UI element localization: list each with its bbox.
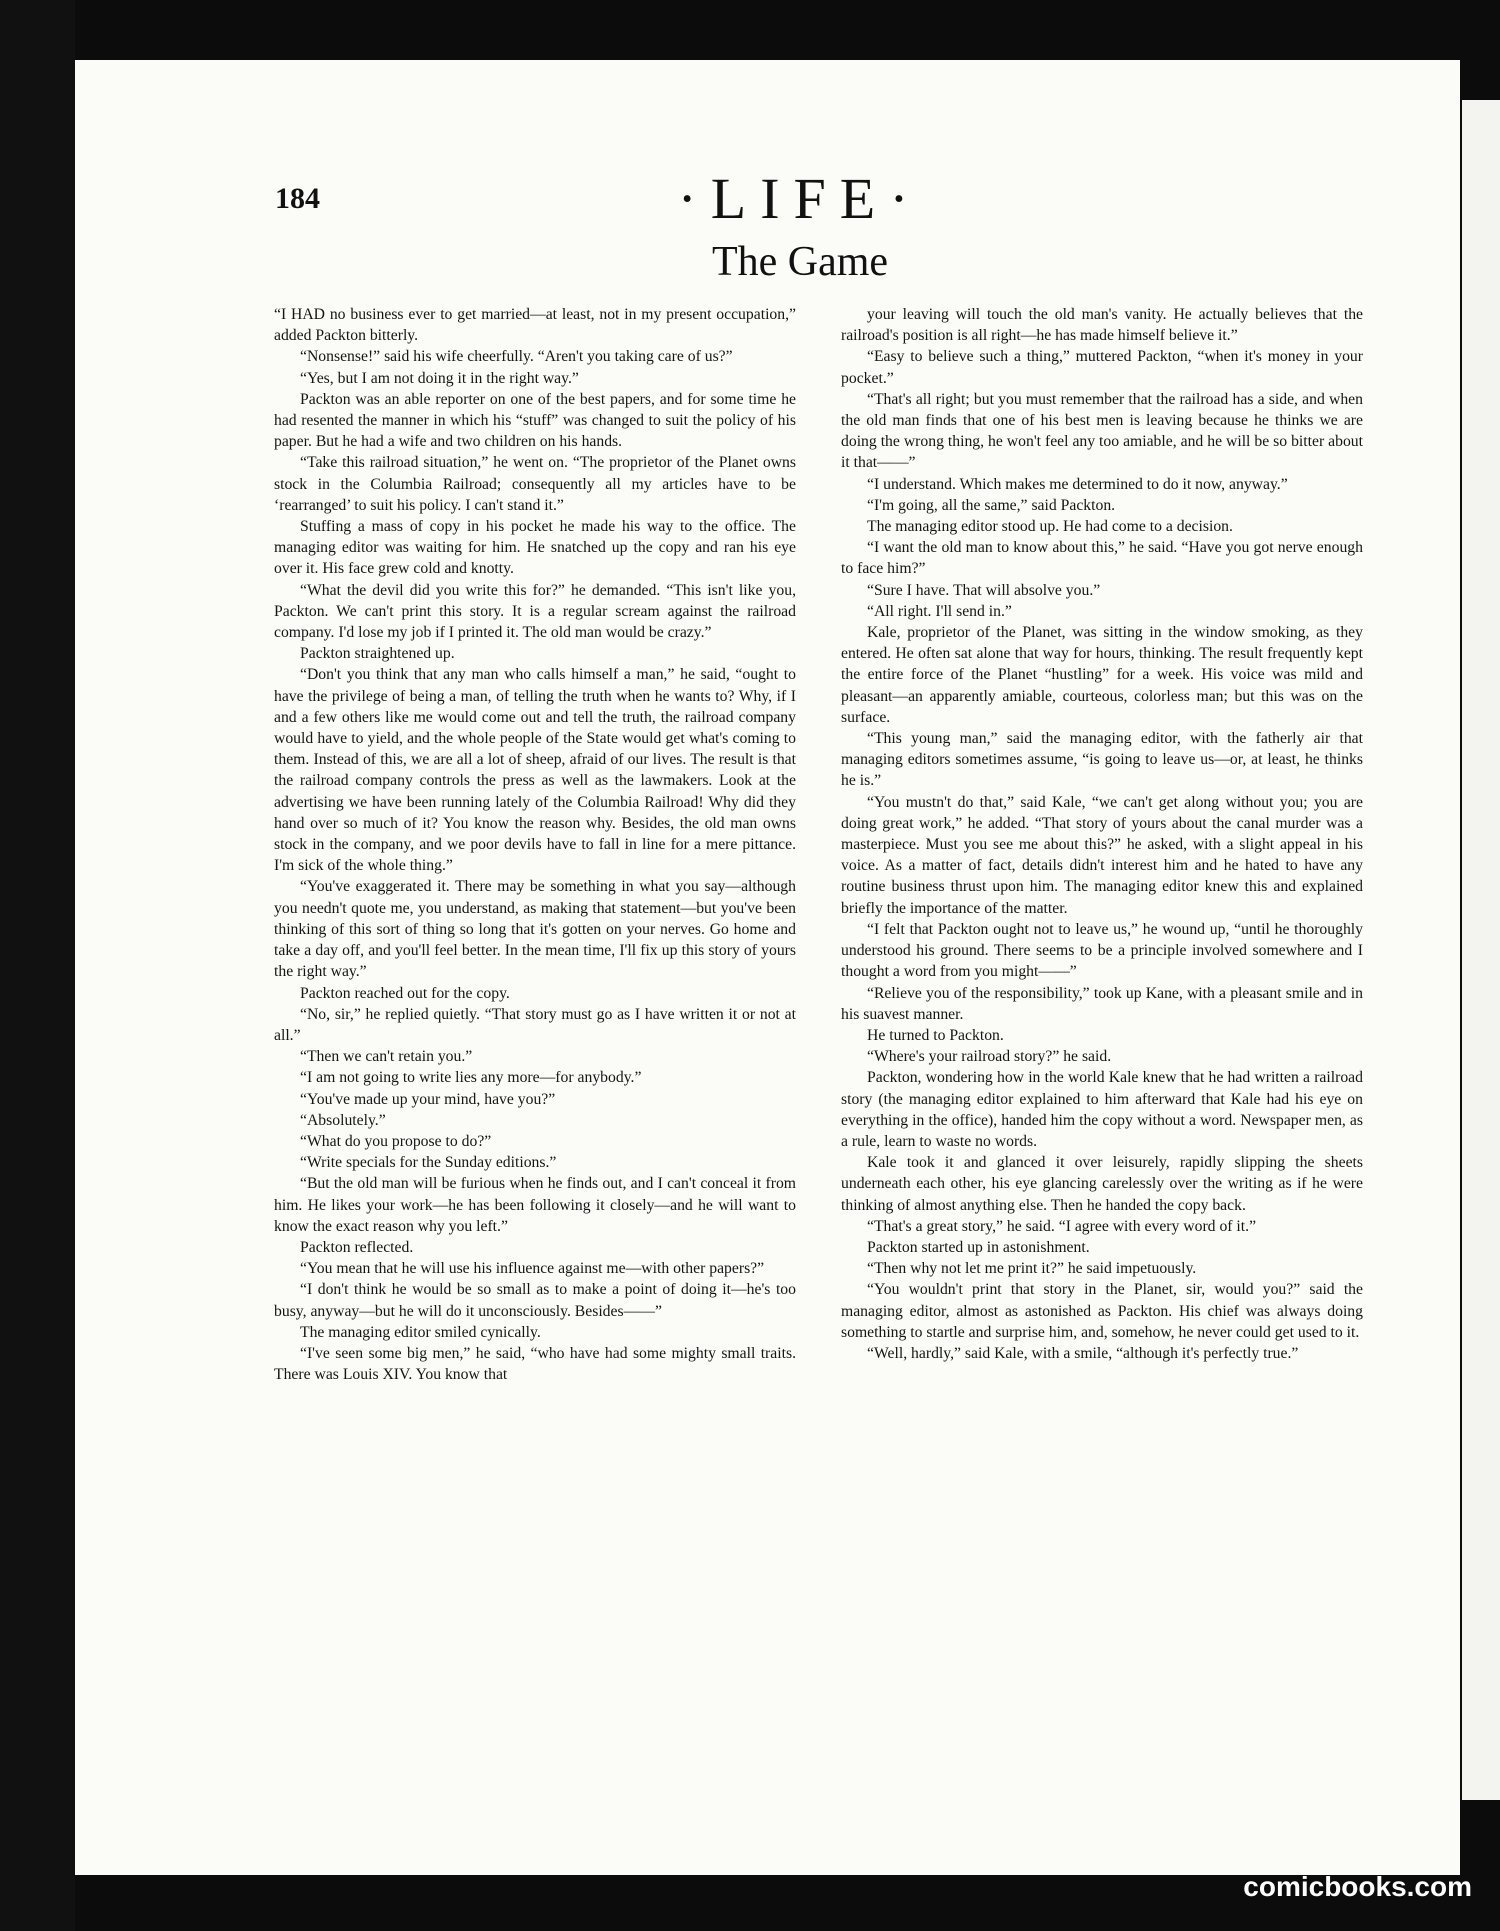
paragraph: “You mean that he will use his influence against me—with other papers?” [300,1260,765,1278]
paragraph: “Don't you think that any man who calls himself a man,” he said, “ought to have the privilege of being a man, of telling the truth when he wants to? Why, if I and a few others like me would come out and tell the truth, the railroad company would have to yield, and the whole people of the State would get what's coming to them. Instead of this, we are all a lot of sheep, afraid of our lives. The result is that the railroad company controls the press as well as the lawmakers. Look at the advertising we have been running lately of the Columbia Railroad! Why did they hand over so much of it? You know the reason why. Besides, the old man owns stock in the company, and we poor devils have to fall in line for a mere pittance. I'm sick of the whole thing.” [274,666,796,875]
paragraph: “That's all right; but you must remember that the railroad has a side, and when the old man finds that one of his best men is leaving because he thinks we are doing the wrong thing, he won't feel any too amiable, and he will be so bitter about it that——” [841,390,1363,472]
paragraph: “You've exaggerated it. There may be something in what you say—although you needn't quote me, you understand, as making that statement—but you've been thinking of this sort of thing so long that it's gotten on your nerves. Go home and take a day off, and you'll feel better. In the mean time, I'll fix up this story of yours the right way.” [274,878,796,981]
paragraph: “Well, hardly,” said Kale, with a smile, “although it's perfectly true.” [867,1344,1299,1362]
paragraph: “Take this railroad situation,” he went on. “The proprietor of the Planet owns stock in the Columbia Railroad; consequently all my articles have to be ‘rearranged’ to suit his policy. I can't stand it.” [274,454,796,514]
paragraph: “Nonsense!” said his wife cheerfully. “Aren't you taking care of us?” [300,348,733,366]
paragraph: “Yes, but I am not doing it in the right way.” [300,369,579,387]
paragraph: “Then why not let me print it?” he said impetuously. [867,1260,1197,1278]
next-page-edge [1462,100,1500,1800]
paragraph: The managing editor smiled cynically. [300,1323,541,1341]
paragraph: “Write specials for the Sunday editions.” [300,1154,557,1172]
paragraph: “What do you propose to do?” [300,1132,492,1150]
paragraph: “You mustn't do that,” said Kale, “we can't get along without you; you are doing great work,” he added. “That story of yours about the canal murder was a masterpiece. Must you see me about this?” he asked, with a slight appeal in his voice. As a matter of fact, details didn't interest him and he hated to have any routine business thrust upon him. The managing editor knew this and explained briefly the importance of the matter. [841,793,1363,917]
paragraph: “This young man,” said the managing editor, with the fatherly air that managing editors sometimes assume, “is going to leave us—or, at least, he thinks he is.” [841,730,1363,790]
watermark: comicbooks.com [1243,1871,1472,1902]
paragraph: Stuffing a mass of copy in his pocket he made his way to the office. The managing editor was waiting for him. He snatched up the copy and ran his eye over it. His face grew cold and knotty. [274,518,796,578]
paragraph: “All right. I'll send in.” [867,602,1012,620]
paragraph: “Then we can't retain you.” [300,1048,473,1066]
paragraph: Packton straightened up. [300,645,455,663]
paragraph: “That's a great story,” he said. “I agree with every word of it.” [867,1217,1257,1235]
left-text-column [274,304,796,1385]
paragraph: The managing editor stood up. He had come to a decision. [867,518,1233,536]
paragraph: He turned to Packton. [867,1026,1004,1044]
paragraph: “Relieve you of the responsibility,” took up Kane, with a pleasant smile and in his suavest manner. [841,984,1363,1023]
paragraph: “I am not going to write lies any more—for anybody.” [300,1069,642,1087]
paragraph: “I felt that Packton ought not to leave us,” he wound up, “until he thoroughly understood his ground. There seems to be a principle involved somewhere and I thought a word from you might——” [841,920,1363,981]
paragraph: Packton reflected. [300,1238,414,1256]
paragraph: “No, sir,” he replied quietly. “That story must go as I have written it or not at all.” [274,1005,796,1044]
paragraph: “I'm going, all the same,” said Packton. [867,496,1116,514]
paragraph: “I HAD no business ever to get married—at least, not in my present occupation,” added Packton bitterly. [274,306,796,345]
paragraph: “Where's your railroad story?” he said. [867,1048,1112,1066]
right-text-column [841,304,1363,1364]
paragraph: “I've seen some big men,” he said, “who have had some mighty small traits. There was Louis XIV. You know that [274,1344,796,1384]
paragraph: “Sure I have. That will absolve you.” [867,581,1101,599]
paragraph: “I want the old man to know about this,” he said. “Have you got nerve enough to face him?” [841,539,1363,578]
article-title: The Game [711,239,889,285]
paragraph: “But the old man will be furious when he finds out, and I can't conceal it from him. He likes your work—he has been following it closely—and he will want to know the exact reason why you left.” [274,1175,796,1235]
paragraph: Kale, proprietor of the Planet, was sitting in the window smoking, as they entered. He often sat alone that way for hours, thinking. The result frequently kept the entire force of the Planet “hustling” for a week. His voice was mild and pleasant—an apparently amiable, courteous, colorless man; but this was on the surface. [841,624,1363,726]
paragraph: Packton, wondering how in the world Kale knew that he had written a railroad story (the managing editor explained to him afterward that Kale had his eye on everything in the office), handed him the copy without a word. Newspaper men, as a rule, learn to waste no words. [841,1069,1363,1150]
paragraph: Packton started up in astonishment. [867,1238,1090,1256]
paragraph: your leaving will touch the old man's vanity. He actually believes that the railroad's position is all right—he has made himself believe it.” [841,306,1363,345]
paragraph: “Absolutely.” [300,1111,386,1129]
paragraph: “What the devil did you write this for?” he demanded. “This isn't like you, Packton. We can't print this story. It is a regular scream against the railroad company. I'd lose my job if I printed it. The old man would be crazy.” [274,581,796,642]
paragraph: “Easy to believe such a thing,” muttered Packton, “when it's money in your pocket.” [841,348,1363,387]
masthead: ·LIFE· [677,166,923,231]
paragraph: “I don't think he would be so small as to make a point of doing it—he's too busy, anyway—but he will do it unconsciously. Besides——” [274,1281,796,1320]
scan-border-left [0,0,75,1931]
paragraph: “You wouldn't print that story in the Planet, sir, would you?” said the managing editor, almost as astonished as Packton. His chief was always doing something to startle and surprise him, and, somehow, he never could get used to it. [841,1281,1363,1341]
paragraph: “You've made up your mind, have you?” [300,1090,556,1108]
page-number: 184 [275,182,320,215]
paragraph: Packton reached out for the copy. [300,984,510,1002]
paragraph: Kale took it and glanced it over leisurely, rapidly slipping the sheets underneath each other, his eye glancing carelessly over the writing as if he were thinking of almost anything else. Then he handed the copy back. [841,1154,1363,1214]
paragraph: “I understand. Which makes me determined to do it now, anyway.” [867,475,1288,493]
paragraph: Packton was an able reporter on one of the best papers, and for some time he had resented the manner in which his “stuff” was changed to suit the policy of his paper. But he had a wife and two children on his hands. [274,390,796,451]
